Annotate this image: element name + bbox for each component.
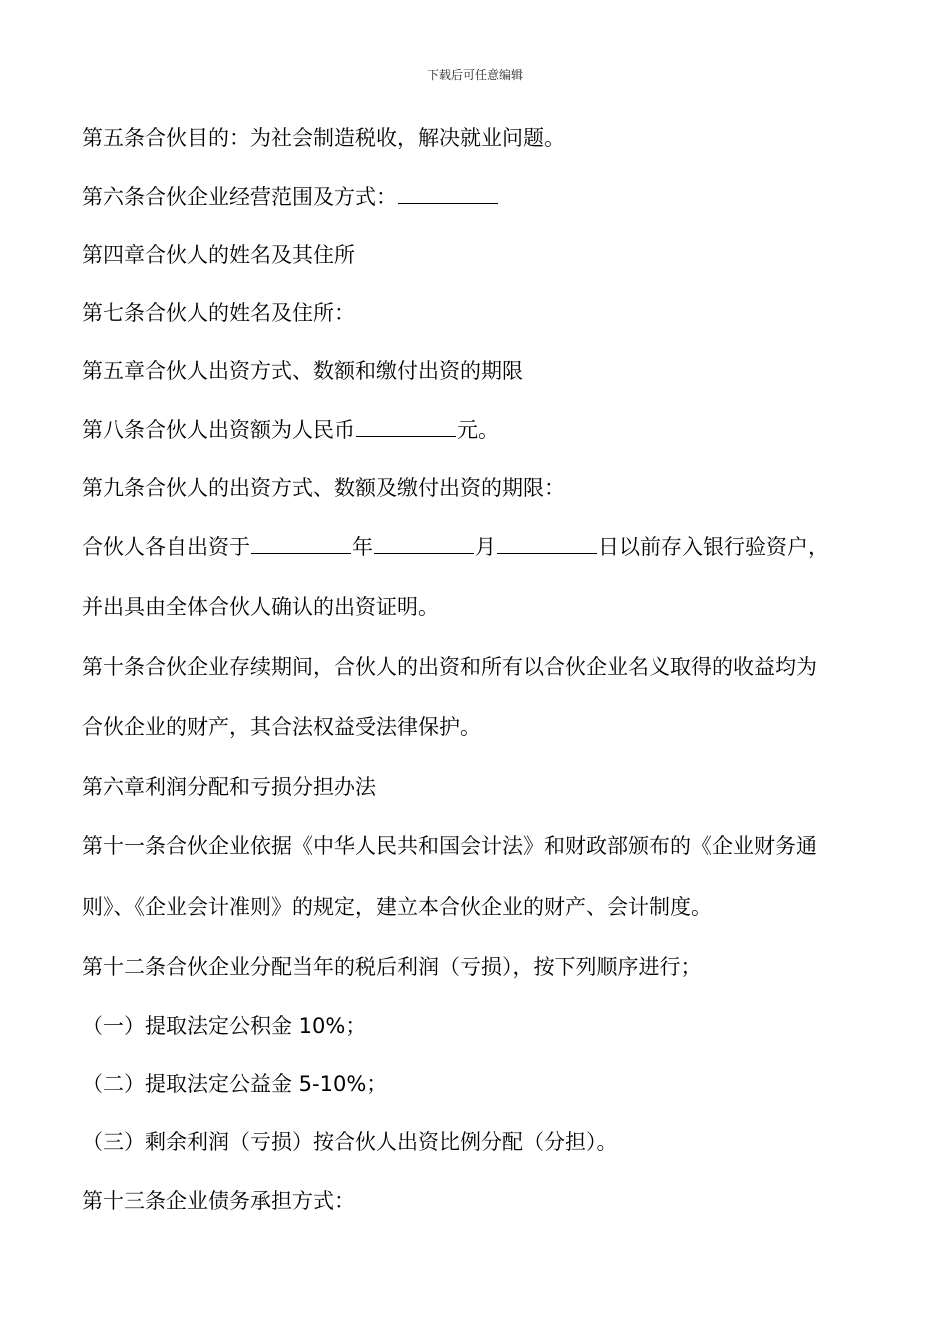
article-9: 第九条合伙人的出资方式、数额及缴付出资的期限： (82, 476, 565, 500)
page-header: 下载后可任意编辑 (426, 68, 523, 82)
article-12: 第十二条合伙企业分配当年的税后利润（亏损），按下列顺序进行； (82, 955, 702, 979)
year-blank (251, 533, 351, 554)
chapter-4-heading: 第四章合伙人的姓名及其住所 (82, 243, 355, 267)
article-8-text: 第八条合伙人出资额为人民币 (82, 418, 355, 442)
article-7: 第七条合伙人的姓名及住所： (82, 301, 355, 325)
list-item-3: （三）剩余利润（亏损）按合伙人出资比例分配（分担）。 (82, 1130, 618, 1154)
article-10-line-2: 合伙企业的财产，其合法权益受法律保护。 (82, 715, 481, 739)
year-label: 年 (352, 535, 373, 559)
article-11-line-2: 则》、《企业会计准则》的规定，建立本合伙企业的财产、会计制度。 (82, 895, 712, 919)
list-item-1: （一）提取法定公积金 10%； (82, 1014, 367, 1038)
day-blank (497, 533, 597, 554)
business-scope-blank (398, 183, 498, 204)
chapter-5-heading: 第五章合伙人出资方式、数额和缴付出资的期限 (82, 359, 523, 383)
month-blank (374, 533, 474, 554)
article-11-line-1: 第十一条合伙企业依据《中华人民共和国会计法》和财政部颁布的《企业财务通 (82, 834, 817, 858)
article-13: 第十三条企业债务承担方式： (82, 1189, 355, 1213)
article-8-suffix: 元。 (457, 418, 499, 442)
deposit-date-line (82, 533, 829, 561)
article-6 (82, 183, 499, 211)
article-10-line-1: 第十条合伙企业存续期间，合伙人的出资和所有以合伙企业名义取得的收益均为 (82, 655, 817, 679)
deposit-text-1: 合伙人各自出资于 (82, 535, 250, 559)
amount-blank (356, 416, 456, 437)
deposit-proof-line: 并出具由全体合伙人确认的出资证明。 (82, 595, 439, 619)
article-5: 第五条合伙目的：为社会制造税收，解决就业问题。 (82, 126, 565, 150)
article-6-text: 第六条合伙企业经营范围及方式： (82, 185, 397, 209)
month-label: 月 (475, 535, 496, 559)
list-item-2: （二）提取法定公益金 5-10%； (82, 1072, 388, 1096)
deposit-text-2: 日以前存入银行验资户， (598, 535, 829, 559)
chapter-6-heading: 第六章利润分配和亏损分担办法 (82, 775, 376, 799)
article-8 (82, 416, 499, 444)
